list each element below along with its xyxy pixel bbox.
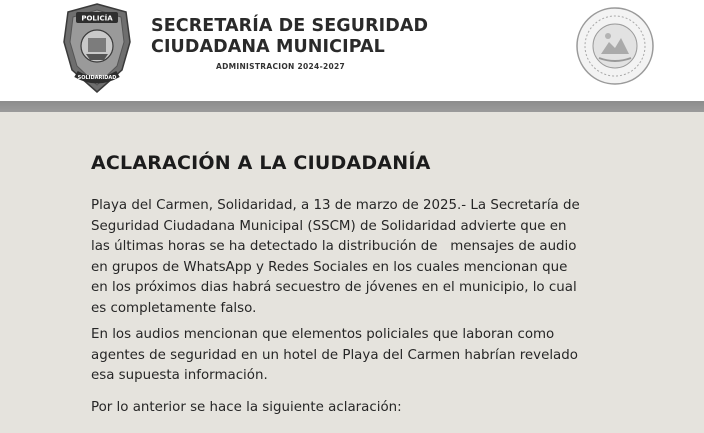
paragraph-2-line: esa supuesta información. — [91, 368, 268, 383]
paragraph-1-line: en los próximos dias habrá secuestro de jóvenes en el municipio, lo cual — [91, 280, 577, 295]
paragraph-1-line: las últimas horas se ha detectado la distribución de mensajes de audio — [91, 239, 577, 254]
municipal-seal-icon — [575, 6, 655, 86]
letterhead-header — [0, 0, 704, 100]
paragraph-3 — [91, 398, 621, 419]
police-badge-icon — [62, 2, 132, 94]
header-divider — [0, 101, 704, 112]
administration-period: ADMINISTRACION 2024-2027 — [216, 62, 346, 71]
document-title: ACLARACIÓN A LA CIUDADANÍA — [91, 152, 431, 174]
paragraph-3-line: Por lo anterior se hace la siguiente aclaración: — [91, 400, 402, 415]
badge-top-text: POLICÍA — [81, 14, 113, 23]
paragraph-1-line: Playa del Carmen, Solidaridad, a 13 de marzo de 2025.- La Secretaría de — [91, 198, 580, 213]
paragraph-2 — [91, 325, 621, 387]
paragraph-1-line: en grupos de WhatsApp y Redes Sociales en los cuales mencionan que — [91, 259, 568, 275]
organization-title — [151, 16, 428, 58]
paragraph-2-line: agentes de seguridad en un hotel de Playa del Carmen habrían revelado — [91, 347, 578, 363]
paragraph-1-line: es completamente falso. — [91, 300, 257, 316]
badge-bottom-text: SOLIDARIDAD — [77, 75, 117, 81]
organization-title-line-1: SECRETARÍA DE SEGURIDAD — [151, 16, 429, 36]
paragraph-1 — [91, 196, 621, 319]
organization-title-line-2: CIUDADANA MUNICIPAL — [151, 37, 385, 57]
paragraph-2-line: En los audios mencionan que elementos policiales que laboran como — [91, 327, 555, 342]
paragraph-1-line: Seguridad Ciudadana Municipal (SSCM) de Solidaridad advierte que en — [91, 218, 567, 234]
